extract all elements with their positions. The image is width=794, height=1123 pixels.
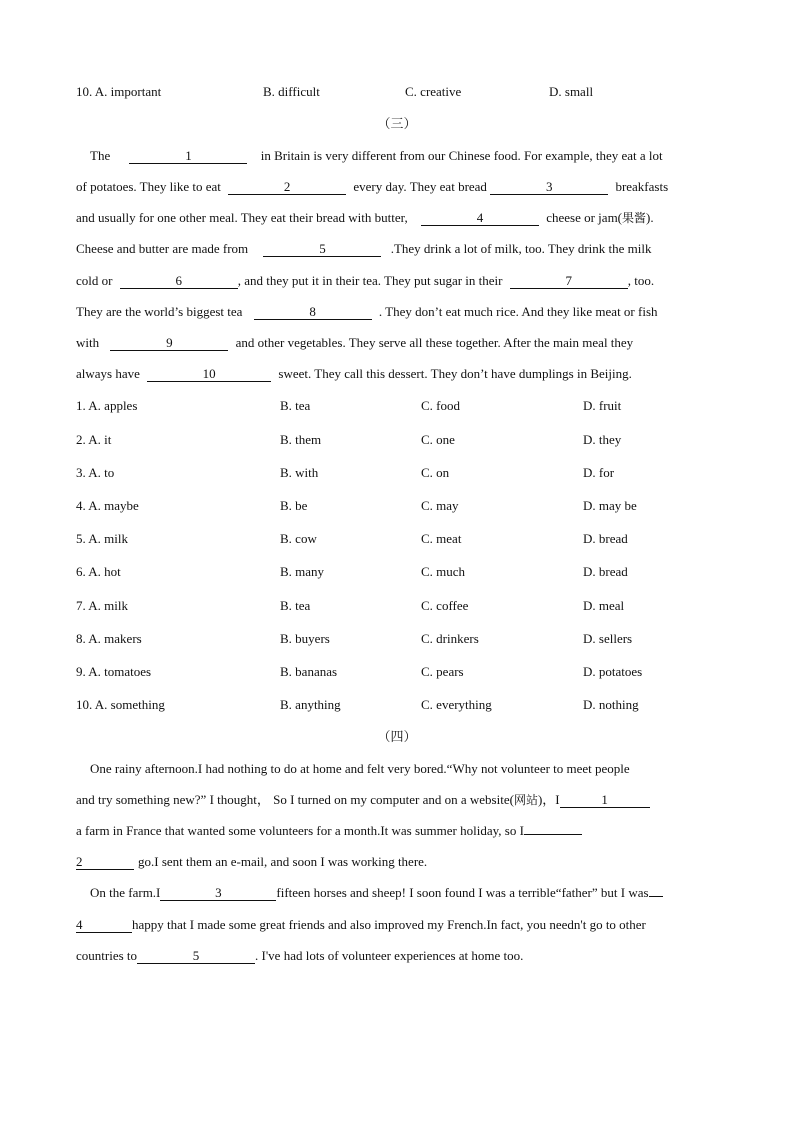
passage-text: . I've had lots of volunteer experiences at home too. [255,948,524,963]
section3-line-5 [76,272,654,290]
section4-line-4 [76,853,427,871]
option-9a[interactable]: 9. A. tomatoes [76,664,152,679]
option-7a[interactable]: 7. A. milk [76,598,129,613]
option-3a[interactable]: 3. A. to [76,465,115,480]
blank-s4-2-start[interactable] [524,834,582,835]
option-5b[interactable]: B. cow [280,531,317,546]
option-2b[interactable]: B. them [280,432,322,447]
section3-line-1 [90,147,663,165]
passage-text: sweet. They call this dessert. They don’t have dumplings in Beijing. [278,366,632,381]
passage-text: always have [76,366,140,381]
blank-1[interactable]: 1 [129,148,247,164]
section4-line-6 [76,916,646,934]
section4-line-2 [76,791,650,809]
option-10b[interactable]: B. anything [280,697,341,712]
blank-4[interactable]: 4 [421,210,539,226]
passage-text: On the farm.I [90,885,161,900]
option-3c[interactable]: C. on [421,465,450,480]
blank-8[interactable]: 8 [254,304,372,320]
option-6a[interactable]: 6. A. hot [76,564,121,579]
passage-text: fifteen horses and sheep! I soon found I was a terrible“father” but I was [276,885,649,900]
passage-text: of potatoes. They like to eat [76,179,221,194]
passage-text: every day. They eat bread [353,179,487,194]
option-1d[interactable]: D. fruit [583,398,622,413]
passage-text: , too. [627,273,655,288]
passage-text: . They don’t eat much rice. And they like meat or fish [378,304,658,319]
option-8d[interactable]: D. sellers [583,631,633,646]
blank-s4-1[interactable]: 1 [560,792,650,808]
passage-text: a farm in France that wanted some volunteers for a month.It was summer holiday, so I [76,823,524,838]
option-8b[interactable]: B. buyers [280,631,330,646]
blank-s4-4-start[interactable] [649,896,663,897]
prev-q10-option-b: B. difficult [263,84,320,99]
blank-5[interactable]: 5 [263,241,381,257]
option-3b[interactable]: B. with [280,465,319,480]
option-4b[interactable]: B. be [280,498,308,513]
section3-line-7 [76,334,633,352]
passage-text: , and they put it in their tea. They put sugar in their [237,273,503,288]
option-1c[interactable]: C. food [421,398,460,413]
option-2a[interactable]: 2. A. it [76,432,112,447]
option-10d[interactable]: D. nothing [583,697,639,712]
passage-text: with [76,335,100,350]
section3-line-8 [76,365,632,383]
option-9c[interactable]: C. pears [421,664,464,679]
passage-text: in Britain is very different from our Chinese food. For example, they eat a lot [260,148,663,163]
prev-q10-option-d: D. small [549,84,594,99]
passage-text: go.I sent them an e-mail, and soon I was working there. [138,854,428,869]
passage-text: happy that I made some great friends and also improved my French.In fact, you needn't go to other [132,917,646,932]
passage-text-zh: 果酱 [622,211,647,225]
option-9d[interactable]: D. potatoes [583,664,643,679]
section3-line-4 [76,240,652,258]
option-1a[interactable]: 1. A. apples [76,398,138,413]
section3-title: （三） [377,116,417,131]
blank-7[interactable]: 7 [510,273,628,289]
section4-line-5 [90,884,663,902]
prev-q10-option-c: C. creative [405,84,462,99]
option-2d[interactable]: D. they [583,432,622,447]
passage-text-zh: 网站 [513,793,538,807]
section4-line-1: One rainy afternoon.I had nothing to do at home and felt very bored.“Why not volunteer to meet people [90,761,630,776]
option-4d[interactable]: D. may be [583,498,637,513]
section4-line-7 [76,947,523,965]
section4-line-3 [76,822,582,840]
option-8c[interactable]: C. drinkers [421,631,479,646]
passage-text: .They drink a lot of milk, too. They drink the milk [390,241,652,256]
section3-line-3 [76,209,654,227]
passage-text: and usually for one other meal. They eat their bread with butter, [76,210,408,225]
passage-text: cheese or jam( [546,210,623,225]
option-6d[interactable]: D. bread [583,564,628,579]
passage-text: and try something new?” I thought， So I turned on my computer and on a website( [76,792,514,807]
prev-q10-option-a: 10. A. important [76,84,162,99]
passage-text: and other vegetables. They serve all these together. After the main meal they [235,335,634,350]
option-10a[interactable]: 10. A. something [76,697,165,712]
blank-s4-3[interactable]: 3 [160,885,276,901]
option-6b[interactable]: B. many [280,564,325,579]
section4-title: （四） [377,729,417,744]
option-3d[interactable]: D. for [583,465,615,480]
passage-text: The [90,148,111,163]
passage-text: breakfasts [615,179,669,194]
option-2c[interactable]: C. one [421,432,455,447]
blank-s4-5[interactable]: 5 [137,948,255,964]
option-7d[interactable]: D. meal [583,598,625,613]
option-4c[interactable]: C. may [421,498,459,513]
blank-3[interactable]: 3 [490,179,608,195]
option-8a[interactable]: 8. A. makers [76,631,142,646]
blank-10[interactable]: 10 [147,366,271,382]
option-6c[interactable]: C. much [421,564,466,579]
option-7b[interactable]: B. tea [280,598,311,613]
option-9b[interactable]: B. bananas [280,664,338,679]
option-10c[interactable]: C. everything [421,697,492,712]
passage-text: Cheese and butter are made from [76,241,249,256]
option-5c[interactable]: C. meat [421,531,462,546]
passage-text: )，I [537,792,560,807]
option-5d[interactable]: D. bread [583,531,628,546]
section3-line-2 [76,178,668,196]
blank-2[interactable]: 2 [228,179,346,195]
section3-line-6 [76,303,658,321]
option-5a[interactable]: 5. A. milk [76,531,129,546]
option-1b[interactable]: B. tea [280,398,311,413]
blank-s4-4[interactable]: 4 [76,917,132,933]
blank-6[interactable]: 6 [120,273,238,289]
option-4a[interactable]: 4. A. maybe [76,498,139,513]
passage-text: They are the world’s biggest tea [76,304,243,319]
passage-text: ). [646,210,654,225]
blank-s4-2[interactable]: 2 [76,854,134,870]
passage-text: countries to [76,948,138,963]
blank-9[interactable]: 9 [110,335,228,351]
option-7c[interactable]: C. coffee [421,598,469,613]
passage-text: cold or [76,273,113,288]
